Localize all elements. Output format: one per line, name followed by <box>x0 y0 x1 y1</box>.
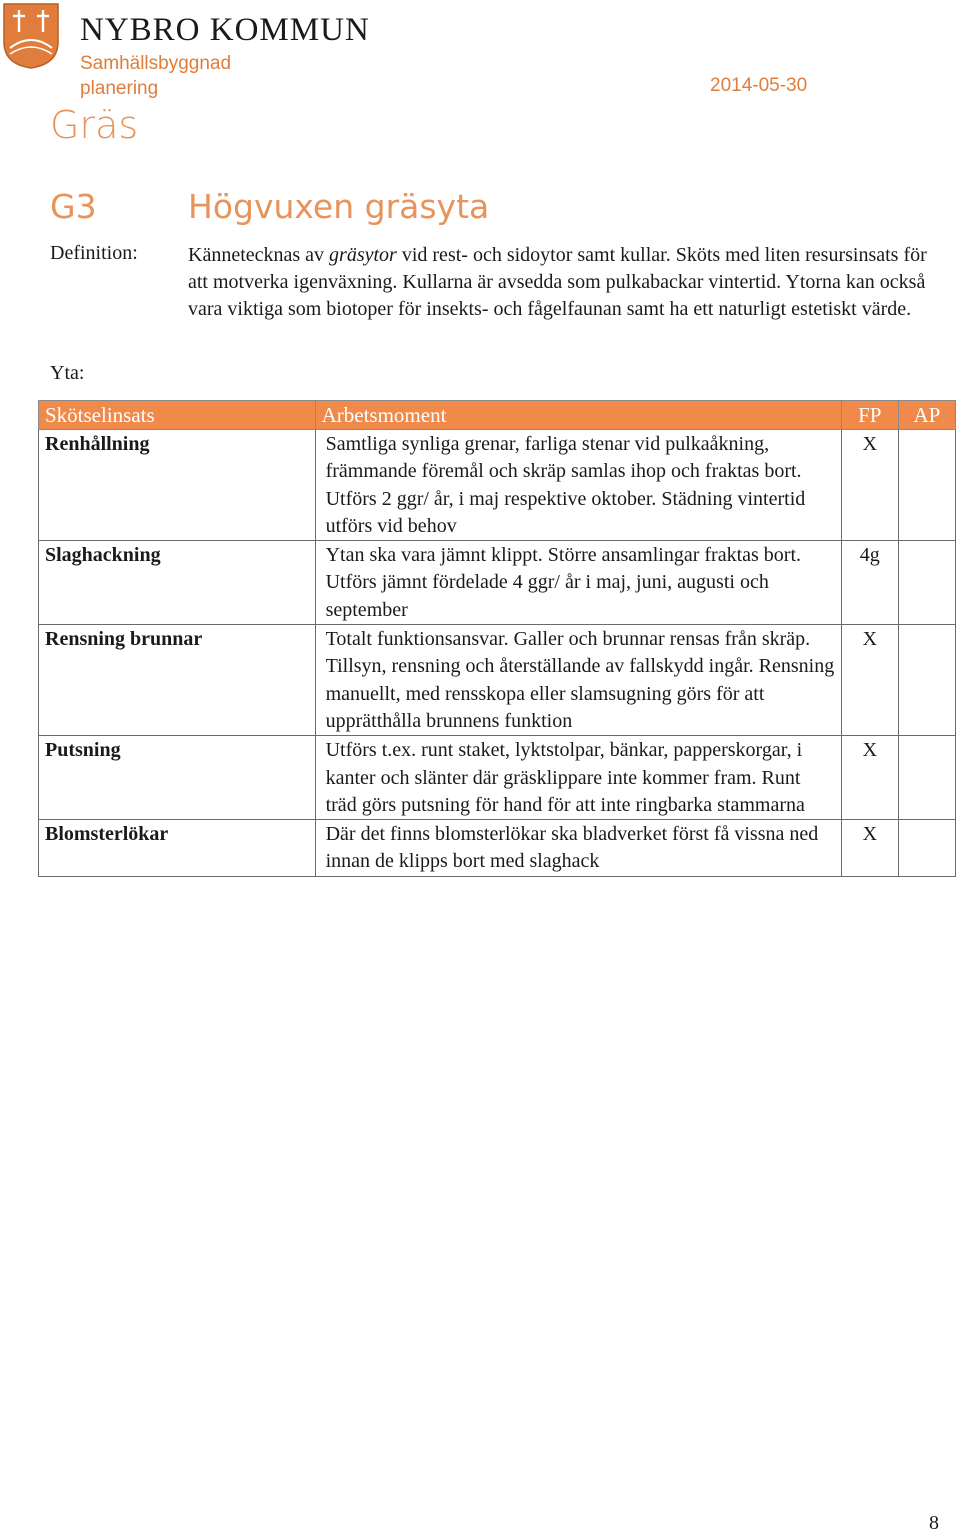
cell-insats: Putsning <box>39 736 316 820</box>
cell-moment: Totalt funktionsansvar. Galler och brunnar rensas från skräp. Tillsyn, rensning och återställande av fallskydd ingår. Rensning manuellt, med rensskopa eller slamsugning görs för att upprätthålla brunnens funktion <box>315 625 841 736</box>
cell-moment: Där det finns blomsterlökar ska bladverket först få vissna ned innan de klipps bort med slaghack <box>315 820 841 877</box>
header-insats: Skötselinsats <box>39 401 316 430</box>
header-ap: AP <box>898 401 955 430</box>
department-name: Samhällsbyggnad planering <box>80 53 232 99</box>
cell-ap <box>898 820 955 877</box>
cell-fp: 4g <box>841 541 898 625</box>
header-fp: FP <box>841 401 898 430</box>
organization-name: NYBRO KOMMUN <box>80 12 370 48</box>
cell-ap <box>898 541 955 625</box>
cell-fp: X <box>841 736 898 820</box>
cell-moment: Utförs t.ex. runt staket, lyktstolpar, bänkar, papperskorgar, i kanter och slänter där gräsklippare inte kommer fram. Runt träd görs putsning för hand för att inte ringbarka stammarna <box>315 736 841 820</box>
table-header-row <box>39 401 956 430</box>
definition-text-emphasis: gräsytor <box>329 244 397 266</box>
table-row <box>39 736 956 820</box>
definition-text-post: vid rest- och sidoytor samt kullar. Sköts med liten resursinsats för att motverka igenväxning. Kullarna är avsedda som pulkabackar vintertid. Ytorna kan också vara viktiga som biotoper för insekts- och fågelfaunan samt ha ett naturligt estetiskt värde. <box>188 244 927 320</box>
definition-label: Definition: <box>50 242 138 264</box>
definition-text-pre: Kännetecknas av <box>188 244 330 266</box>
municipality-logo <box>2 2 60 70</box>
cell-ap <box>898 430 955 541</box>
cell-insats: Rensning brunnar <box>39 625 316 736</box>
cell-insats: Blomsterlökar <box>39 820 316 877</box>
cell-moment: Ytan ska vara jämnt klippt. Större ansamlingar fraktas bort. Utförs jämnt fördelade 4 ggr/ år i maj, juni, augusti och september <box>315 541 841 625</box>
document-date: 2014-05-30 <box>710 75 808 96</box>
section-code: G3 <box>50 187 97 226</box>
cell-moment: Samtliga synliga grenar, farliga stenar vid pulkaåkning, främmande föremål och skräp samlas ihop och fraktas bort. Utförs 2 ggr/ år, i maj respektive oktober. Städning vintertid utförs vid behov <box>315 430 841 541</box>
cell-fp: X <box>841 430 898 541</box>
cell-ap <box>898 625 955 736</box>
table-row <box>39 625 956 736</box>
header-moment: Arbetsmoment <box>315 401 841 430</box>
cell-ap <box>898 736 955 820</box>
table-row <box>39 541 956 625</box>
section-title: Högvuxen gräsyta <box>188 187 490 226</box>
table-row <box>39 430 956 541</box>
maintenance-table <box>38 400 956 877</box>
category-title: Gräs <box>50 103 139 147</box>
cell-insats: Renhållning <box>39 430 316 541</box>
area-label: Yta: <box>50 362 85 384</box>
page-number: 8 <box>929 1512 939 1534</box>
cell-insats: Slaghackning <box>39 541 316 625</box>
definition-text <box>188 242 928 323</box>
cell-fp: X <box>841 820 898 877</box>
cell-fp: X <box>841 625 898 736</box>
table-row <box>39 820 956 877</box>
